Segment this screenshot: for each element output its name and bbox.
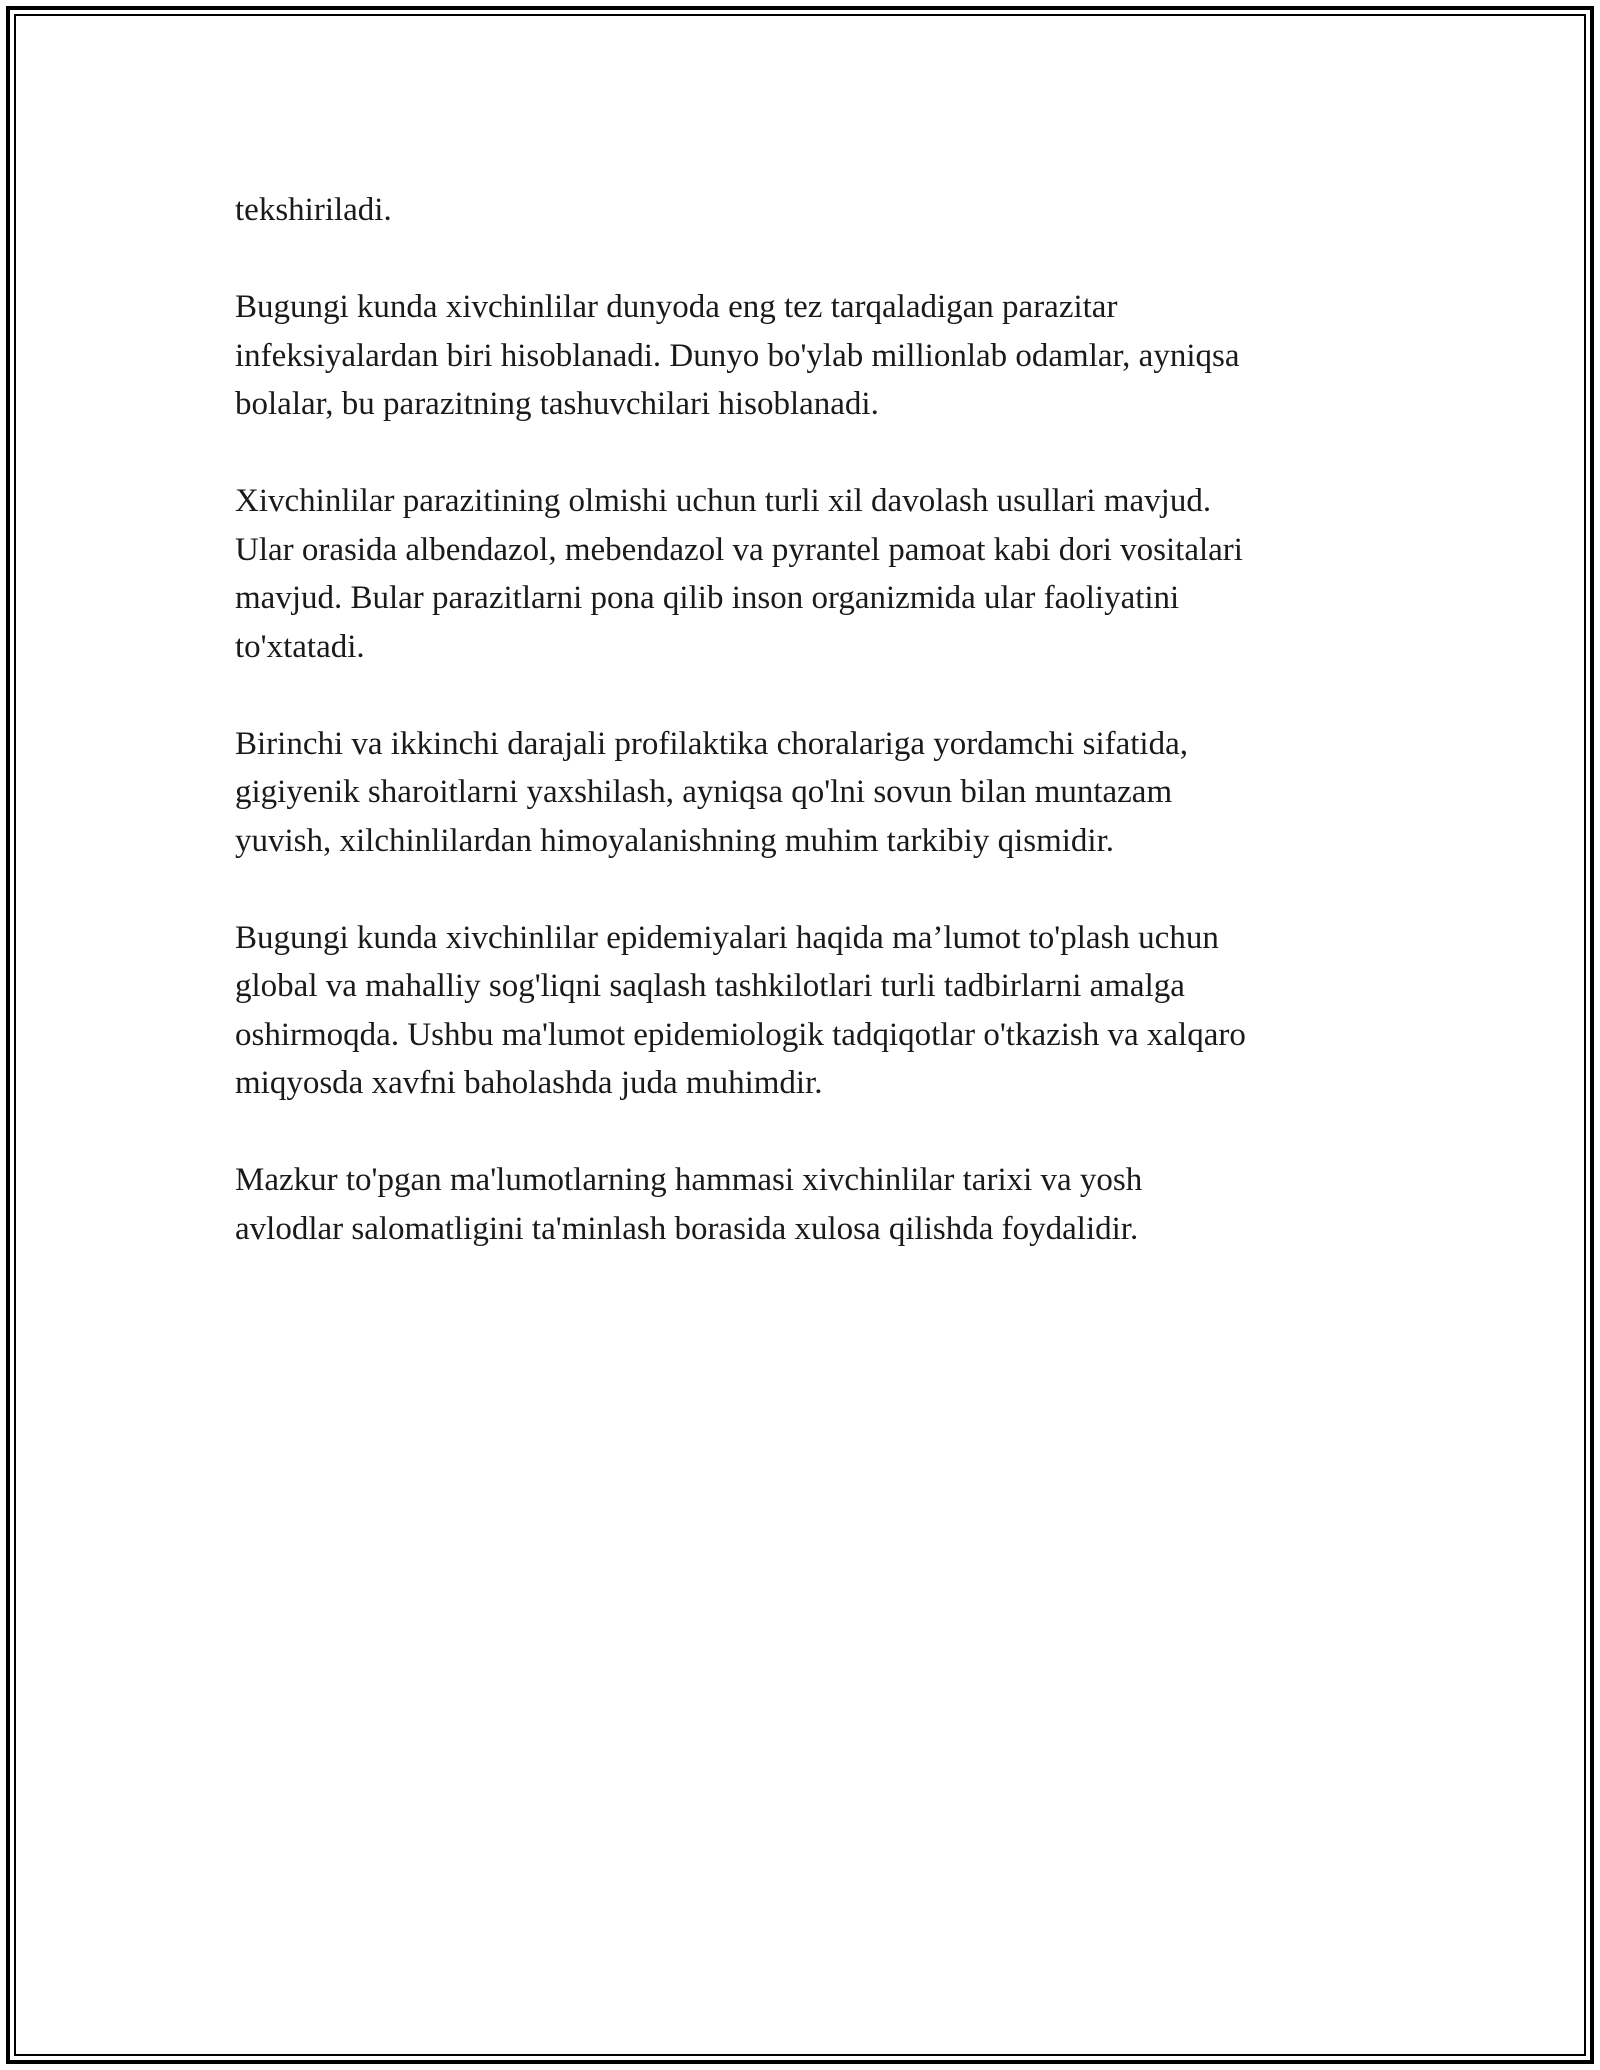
paragraph-epidemiology: Bugungi kunda xivchinlilar epidemiyalari haqida ma’lumot to'plash uchun global va mahalliy sog'liqni saqlash tashkilotlari turli tadbirlarni amalga oshirmoqda. Ushbu ma'lumot epidemiologik tadqiqotlar o'tkazish va xalqaro miqyosda xavfni baholashda juda muhimdir. xyxy=(235,919,1246,1101)
paragraph-continuation: tekshiriladi. xyxy=(235,192,392,228)
document-body xyxy=(235,186,1375,1302)
paragraph-prevention: Birinchi va ikkinchi darajali profilaktika choralariga yordamchi sifatida, gigiyenik sharoitlarni yaxshilash, ayniqsa qo'lni sovun bilan muntazam yuvish, xilchinlilardan himoyalanishning muhim tarkibiy qismidir. xyxy=(235,725,1188,859)
paragraph-treatment: Xivchinlilar parazitining olmishi uchun turli xil davolash usullari mavjud. Ular orasida albendazol, mebendazol va pyrantel pamoat kabi dori vositalari mavjud. Bular parazitlarni pona qilib inson organizmida ular faoliyatini to'xtatadi. xyxy=(235,483,1243,665)
paragraph-conclusion: Mazkur to'pgan ma'lumotlarning hammasi xivchinlilar tarixi va yosh avlodlar salomatligini ta'minlash borasida xulosa qilishda foydalidir. xyxy=(235,1162,1143,1247)
paragraph-prevalence: Bugungi kunda xivchinlilar dunyoda eng tez tarqaladigan parazitar infeksiyalardan biri hisoblanadi. Dunyo bo'ylab millionlab odamlar, ayniqsa bolalar, bu parazitning tashuvchilari hisoblanadi. xyxy=(235,289,1240,422)
